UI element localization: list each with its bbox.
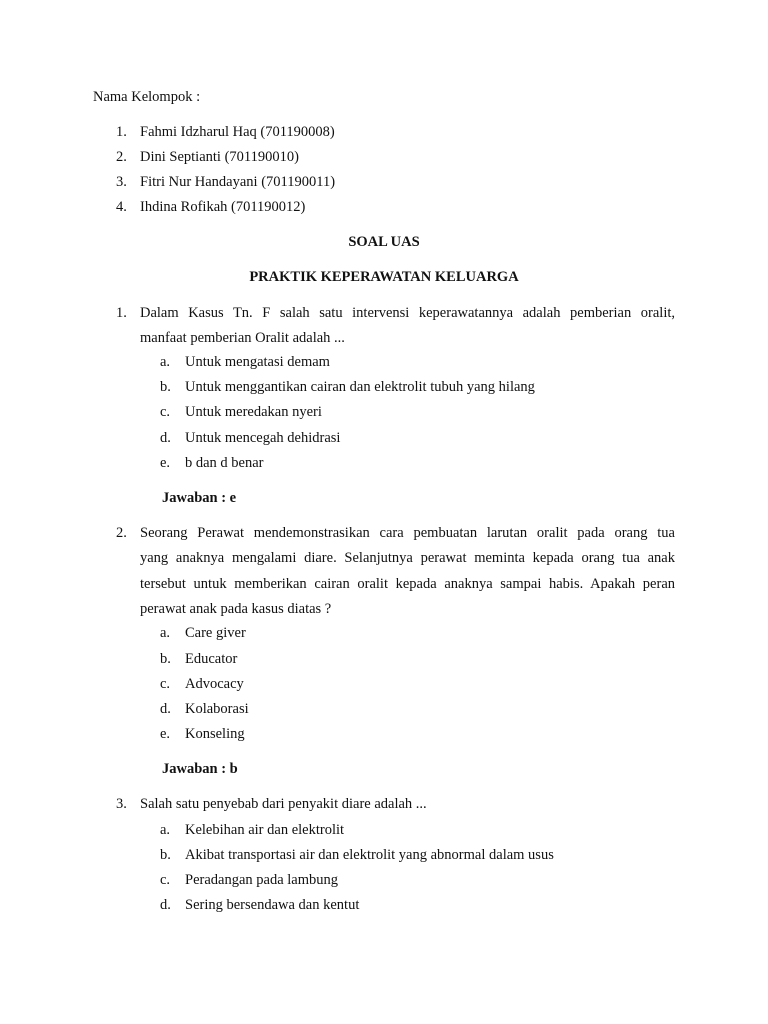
option-letter: d. <box>160 430 171 446</box>
answer-label: Jawaban : b <box>162 761 238 777</box>
option-text: Akibat transportasi air dan elektrolit yang abnormal dalam usus <box>185 847 554 863</box>
option-text: Konseling <box>185 726 245 742</box>
option-text: b dan d benar <box>185 455 264 471</box>
option-text: Care giver <box>185 625 246 641</box>
member-number: 3. <box>116 174 127 190</box>
option-letter: e. <box>160 455 171 471</box>
option-letter: a. <box>160 354 171 370</box>
member-number: 2. <box>116 149 127 165</box>
option-text: Untuk mencegah dehidrasi <box>185 430 341 446</box>
member-name: Fitri Nur Handayani (701190011) <box>140 174 336 190</box>
answer-label: Jawaban : e <box>162 490 237 506</box>
option-letter: a. <box>160 625 171 641</box>
question-text-line: yang anaknya mengalami diare. Selanjutnya perawat meminta kepada orang tua anak <box>140 550 675 566</box>
option-letter: a. <box>160 822 171 838</box>
question-text-line: manfaat pemberian Oralit adalah ... <box>140 330 345 346</box>
question-text-line: Dalam Kasus Tn. F salah satu intervensi keperawatannya adalah pemberian oralit, <box>140 305 675 321</box>
option-letter: b. <box>160 847 171 863</box>
question-text-line: Seorang Perawat mendemonstrasikan cara pembuatan larutan oralit pada orang tua <box>140 525 675 541</box>
option-text: Sering bersendawa dan kentut <box>185 897 360 913</box>
option-text: Untuk mengatasi demam <box>185 354 330 370</box>
option-letter: d. <box>160 897 171 913</box>
question-number: 3. <box>116 796 127 812</box>
option-text: Educator <box>185 651 238 667</box>
question-number: 1. <box>116 305 127 321</box>
question-text-line: perawat anak pada kasus diatas ? <box>140 601 332 617</box>
option-letter: c. <box>160 872 171 888</box>
option-text: Untuk menggantikan cairan dan elektrolit tubuh yang hilang <box>185 379 535 395</box>
question-text-line: tersebut untuk memberikan cairan oralit kepada anaknya sampai habis. Apakah peran <box>140 576 675 592</box>
option-letter: b. <box>160 379 171 395</box>
member-name: Fahmi Idzharul Haq (701190008) <box>140 124 335 140</box>
member-name: Ihdina Rofikah (701190012) <box>140 199 306 215</box>
option-letter: c. <box>160 676 171 692</box>
option-letter: e. <box>160 726 171 742</box>
member-name: Dini Septianti (701190010) <box>140 149 299 165</box>
option-letter: b. <box>160 651 171 667</box>
option-text: Untuk meredakan nyeri <box>185 404 322 420</box>
option-text: Peradangan pada lambung <box>185 872 339 888</box>
option-letter: c. <box>160 404 171 420</box>
option-letter: d. <box>160 701 171 717</box>
option-text: Advocacy <box>185 676 244 692</box>
option-text: Kolaborasi <box>185 701 249 717</box>
group-label: Nama Kelompok : <box>93 89 201 105</box>
member-number: 1. <box>116 124 127 140</box>
member-number: 4. <box>116 199 127 215</box>
option-text: Kelebihan air dan elektrolit <box>185 822 345 838</box>
question-number: 2. <box>116 525 127 541</box>
document-title: SOAL UAS <box>348 234 420 250</box>
document-subtitle: PRAKTIK KEPERAWATAN KELUARGA <box>249 269 519 285</box>
question-text-line: Salah satu penyebab dari penyakit diare adalah ... <box>140 796 427 812</box>
